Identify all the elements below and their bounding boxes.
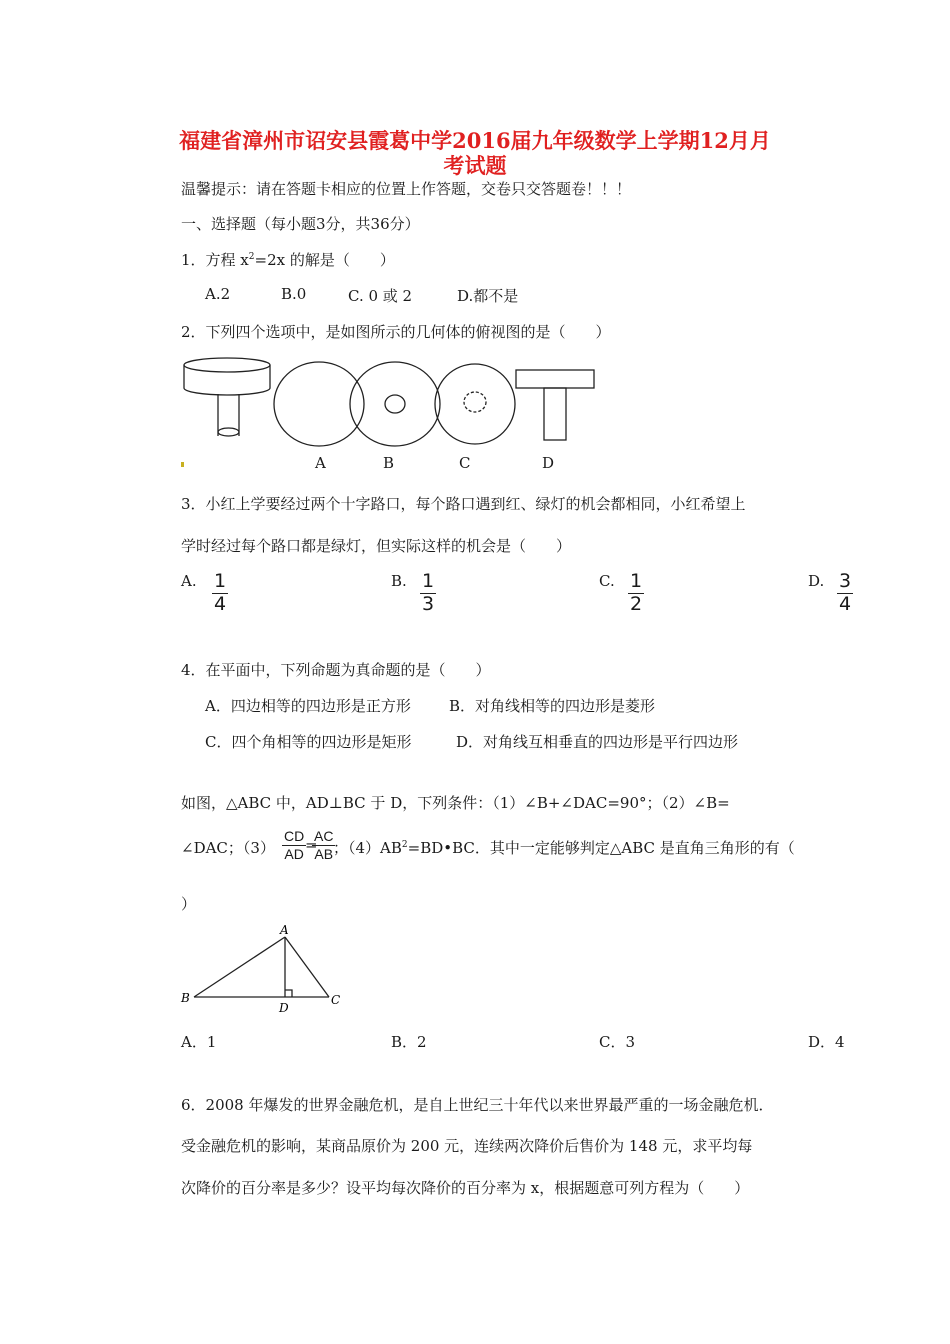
q1-option-a: A.2 xyxy=(205,285,231,303)
q5-option-a: A．1 xyxy=(181,1033,217,1051)
q3-option-a-fraction xyxy=(212,572,228,615)
fraction-numerator: 3 xyxy=(839,570,852,592)
question-5-line3: ） xyxy=(181,895,197,913)
q5-option-b: B．2 xyxy=(391,1033,427,1051)
q4-option-c: C．四个角相等的四边形是矩形 xyxy=(205,733,412,751)
fraction-numerator: AC xyxy=(314,828,334,844)
q1-stem-a: 1．方程 x xyxy=(181,251,249,269)
q3-option-d-fraction xyxy=(837,572,853,615)
fraction-numerator: 1 xyxy=(214,570,227,592)
fraction-denominator: 3 xyxy=(422,592,435,615)
question-6-line3: 次降价的百分率是多少？设平均每次降价的百分率为 x，根据题意可列方程为（ ） xyxy=(181,1179,750,1197)
question-6-line1: 6．2008 年爆发的世界金融危机，是自上世纪三十年代以来世界最严重的一场金融危机． xyxy=(181,1096,774,1114)
point-label-d: D xyxy=(279,1001,289,1015)
q3-option-d-letter: D. xyxy=(808,572,825,590)
q5-condition-4-rest: =BD•BC．其中一定能够判定△ABC 是直角三角形的有（ xyxy=(407,839,795,857)
question-5-line1: 如图，△ABC 中，AD⊥BC 于 D，下列条件：（1）∠B+∠DAC=90°；（2）∠B= xyxy=(181,794,730,812)
q4-option-d: D．对角线互相垂直的四边形是平行四边形 xyxy=(456,733,739,751)
q3-option-c-letter: C. xyxy=(599,572,615,590)
q5-option-c: C．3 xyxy=(599,1033,636,1051)
question-4-stem: 4．在平面中，下列命题为真命题的是（ ） xyxy=(181,661,491,679)
point-label-b: B xyxy=(181,991,190,1005)
stray-mark xyxy=(181,462,184,467)
question-6-line2: 受金融危机的影响，某商品原价为 200 元，连续两次降价后售价为 148 元，求平均每 xyxy=(181,1137,753,1155)
q3-option-a-letter: A. xyxy=(181,572,197,590)
q3-option-b-fraction xyxy=(420,572,436,615)
page-title-line1: 福建省漳州市诏安县霞葛中学2016届九年级数学上学期12月月 xyxy=(179,128,771,153)
section-heading: 一、选择题（每小题3分，共36分） xyxy=(181,215,420,233)
q2-label-c: C xyxy=(459,454,471,472)
q2-label-d: D xyxy=(542,454,555,472)
fraction-numerator: CD xyxy=(284,828,305,844)
point-label-c: C xyxy=(331,993,341,1007)
option-c-view xyxy=(435,364,515,444)
fraction-denominator: 2 xyxy=(630,592,643,615)
q4-option-a: A．四边相等的四边形是正方形 xyxy=(205,697,411,715)
question-1-stem xyxy=(181,249,395,270)
q4-option-b: B．对角线相等的四边形是菱形 xyxy=(449,697,656,715)
fraction-numerator: 1 xyxy=(630,570,643,592)
q5-condition-4: ；（4）AB xyxy=(333,839,402,857)
q2-label-a: A xyxy=(315,454,326,472)
q3-option-b-letter: B. xyxy=(391,572,407,590)
q5-fraction-cd-ad xyxy=(282,829,306,861)
page-title-line2: 考试题 xyxy=(443,153,507,178)
q5-exponent: 2 xyxy=(401,840,408,850)
q5-line2-b xyxy=(333,837,795,858)
option-d-view xyxy=(516,370,594,440)
q1-option-d: D.都不是 xyxy=(457,287,519,305)
solid-geometry-figure xyxy=(184,358,270,436)
q1-option-c: C. 0 或 2 xyxy=(348,287,413,305)
question-2-stem: 2．下列四个选项中，是如图所示的几何体的俯视图的是（ ） xyxy=(181,323,611,341)
question-3-line1: 3．小红上学要经过两个十字路口，每个路口遇到红、绿灯的机会都相同，小红希望上 xyxy=(181,495,746,513)
q5-triangle-figure xyxy=(178,920,348,1016)
q1-option-b: B.0 xyxy=(281,285,307,303)
q5-line2-a: ∠DAC；（3） xyxy=(181,839,275,857)
q3-option-c-fraction xyxy=(628,572,644,615)
fraction-numerator: 1 xyxy=(422,570,435,592)
fraction-denominator: AD xyxy=(284,845,304,862)
q2-label-b: B xyxy=(383,454,395,472)
question-3-line2: 学时经过每个路口都是绿灯，但实际这样的机会是（ ） xyxy=(181,537,572,555)
tip-text: 温馨提示：请在答题卡相应的位置上作答题，交卷只交答题卷！！！ xyxy=(181,180,632,198)
q5-fraction-ac-ab xyxy=(312,829,335,861)
fraction-denominator: AB xyxy=(314,845,334,862)
q5-option-d: D．4 xyxy=(808,1033,845,1051)
fraction-denominator: 4 xyxy=(214,592,227,615)
fraction-denominator: 4 xyxy=(839,592,852,615)
q1-stem-b: =2x 的解是（ ） xyxy=(254,251,395,269)
q1-exponent: 2 xyxy=(248,252,255,262)
q5-equals-sign: = xyxy=(305,836,318,854)
point-label-a: A xyxy=(280,923,289,937)
